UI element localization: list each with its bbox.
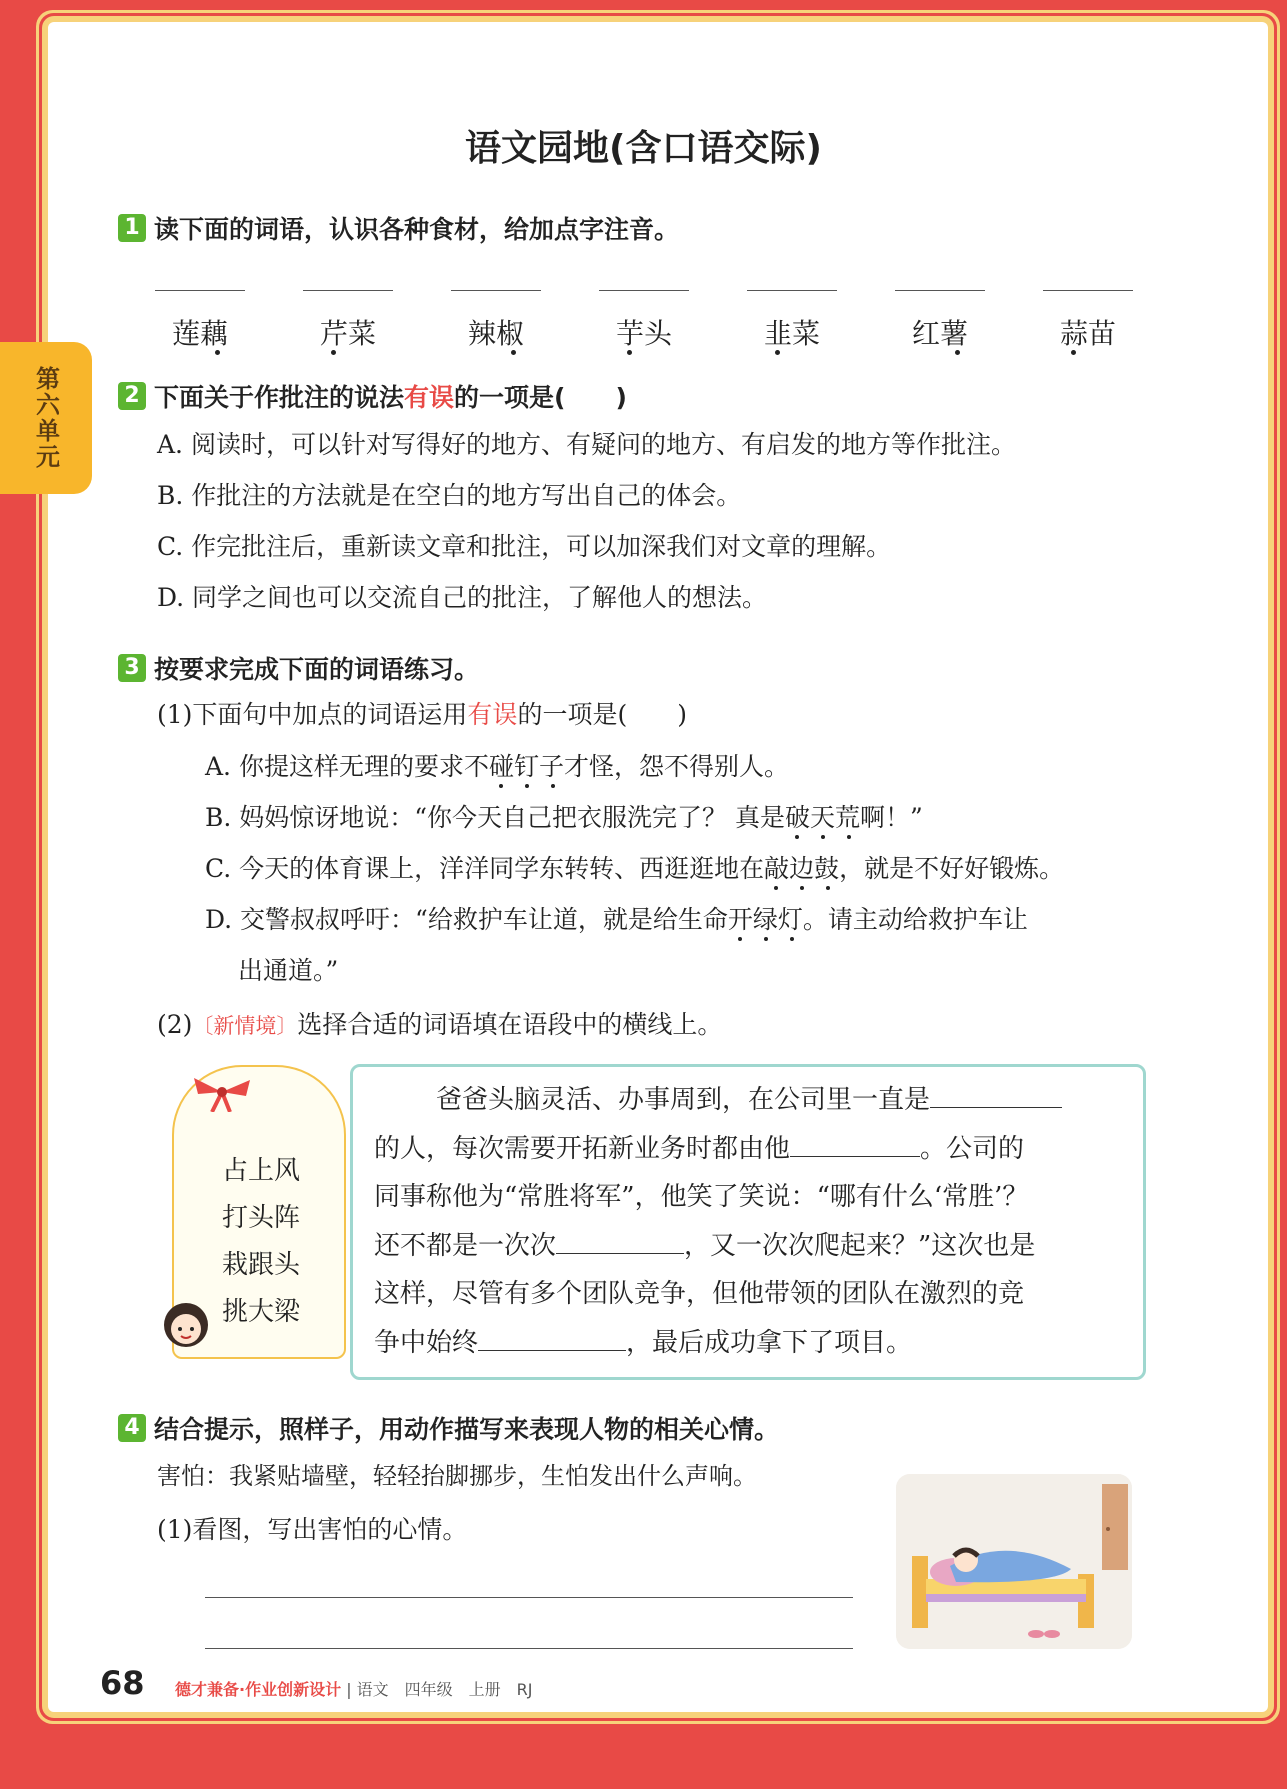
page-title: 语文园地(含口语交际) — [465, 128, 822, 169]
sub-prompt: (1)下面句中加点的词语运用 — [157, 700, 468, 729]
book-meta: 语文 四年级 上册 RJ — [356, 1680, 533, 1699]
option-text: 啊！” — [860, 803, 923, 832]
sub1-option-d — [205, 905, 1028, 935]
answer-blank[interactable] — [790, 1155, 920, 1157]
fill-in-passage — [374, 1076, 1134, 1367]
option-b: B. 作批注的方法就是在空白的地方写出自己的体会。 — [157, 481, 742, 510]
question-number-badge: 1 — [118, 214, 146, 242]
book-series: 德才兼备·作业创新设计 — [175, 1680, 342, 1699]
answer-blank[interactable] — [930, 1106, 1062, 1108]
option-a: A. 阅读时，可以针对写得好的地方、有疑问的地方、有启发的地方等作批注。 — [157, 430, 1016, 459]
option-text: 。请主动给救护车让 — [802, 905, 1028, 934]
emphasis-dot — [215, 350, 220, 355]
answer-line[interactable] — [205, 1597, 853, 1598]
sub1-option-d-cont: 出通道。” — [238, 956, 339, 985]
vocab-word: 芹菜 — [319, 317, 376, 350]
vocab-word: 红薯 — [911, 317, 968, 350]
sub-question-2 — [157, 1010, 722, 1040]
answer-line[interactable] — [205, 1648, 853, 1649]
emphasized-phrase — [785, 803, 860, 832]
passage-text: ，又一次次爬起来？”这次也是 — [684, 1230, 1036, 1261]
option-text: A. 你提这样无理的要求不 — [205, 752, 489, 781]
passage-line — [374, 1076, 1134, 1125]
vocab-word: 芋头 — [615, 317, 672, 350]
question-2-header — [118, 378, 627, 414]
pinyin-answer-line[interactable] — [1043, 290, 1133, 291]
sub1-option-c — [205, 854, 1064, 884]
passage-line: 这样，尽管有多个团队竞争，但他带领的团队在激烈的竞 — [374, 1279, 1025, 1309]
girl-illustration-icon — [155, 1295, 217, 1357]
pinyin-answer-line[interactable] — [451, 290, 541, 291]
word-bank-item: 打头阵 — [222, 1203, 301, 1233]
question-number-badge: 4 — [118, 1414, 146, 1442]
unit-label: 第六单元 — [31, 366, 60, 470]
option-text: D. 交警叔叔呼吁：“给救护车让道，就是给生命 — [205, 905, 728, 934]
highlight-text: 有误 — [404, 383, 455, 412]
word-bank-list — [222, 1148, 300, 1336]
emphasis-dot — [1071, 350, 1076, 355]
answer-paren[interactable]: 的一项是( ) — [517, 700, 687, 729]
option-text: B. 妈妈惊讶地说：“你今天自己把衣服洗完了？ 真是 — [205, 803, 785, 832]
emphasis-dot — [955, 350, 960, 355]
question-2-prompt[interactable] — [154, 378, 627, 414]
emphasized-text: 敲边鼓 — [764, 854, 840, 883]
unit-side-tab — [0, 342, 92, 494]
answer-blank[interactable] — [478, 1349, 626, 1351]
vocab-row — [155, 290, 1135, 360]
option-text: C. 今天的体育课上，洋洋同学东转转、西逛逛地在 — [205, 854, 765, 883]
new-context-tag: 〔新情境〕 — [192, 1014, 298, 1038]
vocab-word: 莲藕 — [171, 317, 228, 350]
pinyin-answer-line[interactable] — [599, 290, 689, 291]
question-1-header — [118, 210, 679, 246]
option-d: D. 同学之间也可以交流自己的批注，了解他人的想法。 — [157, 583, 768, 612]
emphasis-dot — [627, 350, 632, 355]
vocab-word: 辣椒 — [467, 317, 524, 350]
passage-text: 争中始终 — [374, 1327, 479, 1358]
vocab-word: 韭菜 — [763, 317, 820, 350]
page-number: 68 — [100, 1664, 145, 1702]
emphasized-text: 碰钉子 — [488, 752, 564, 781]
passage-text: 。公司的 — [920, 1133, 1025, 1164]
word-bank-item: 栽跟头 — [222, 1250, 301, 1280]
example-sentence: 害怕：我紧贴墙壁，轻轻抬脚挪步，生怕发出什么声响。 — [157, 1462, 757, 1490]
passage-line — [374, 1319, 1134, 1368]
emphasized-text: 破天荒 — [785, 803, 861, 832]
emphasis-dot — [511, 350, 516, 355]
question-number-badge: 3 — [118, 654, 146, 682]
option-text: 才怪，怨不得别人。 — [563, 752, 789, 781]
scared-child-bed-illustration — [896, 1474, 1132, 1649]
pinyin-answer-line[interactable] — [895, 290, 985, 291]
sub-question-1[interactable] — [157, 700, 687, 730]
question-3-prompt: 按要求完成下面的词语练习。 — [154, 655, 480, 684]
passage-line — [374, 1125, 1134, 1174]
emphasized-phrase — [764, 854, 839, 883]
pinyin-answer-line[interactable] — [747, 290, 837, 291]
question-1-prompt: 读下面的词语，认识各种食材，给加点字注音。 — [154, 215, 680, 244]
passage-line: 同事称他为“常胜将军”，他笑了笑说：“哪有什么‘常胜’？ — [374, 1182, 1029, 1212]
question-number-badge: 2 — [118, 382, 146, 410]
sub-number: (2) — [157, 1010, 193, 1039]
passage-text: 还不都是一次次 — [374, 1230, 557, 1261]
question-3-header — [118, 650, 479, 686]
passage-line — [374, 1222, 1134, 1271]
prompt-text-answer-paren[interactable]: 的一项是( ) — [454, 383, 627, 412]
emphasized-text: 开绿灯 — [727, 905, 803, 934]
question-4-header — [118, 1410, 779, 1446]
emphasis-dot — [331, 350, 336, 355]
ribbon-bow-icon — [188, 1072, 256, 1112]
question-4-prompt: 结合提示，照样子，用动作描写来表现人物的相关心情。 — [154, 1415, 780, 1444]
passage-text: 的人，每次需要开拓新业务时都由他 — [374, 1133, 791, 1164]
vocab-word: 蒜苗 — [1059, 317, 1116, 350]
option-text: ，就是不好好锻炼。 — [839, 854, 1065, 883]
sub-question-1: (1)看图，写出害怕的心情。 — [157, 1515, 468, 1544]
pinyin-answer-line[interactable] — [303, 290, 393, 291]
emphasis-dot — [775, 350, 780, 355]
word-bank-item: 占上风 — [222, 1156, 301, 1186]
pinyin-answer-line[interactable] — [155, 290, 245, 291]
book-info: 德才兼备·作业创新设计 | 语文 四年级 上册 RJ — [175, 1680, 533, 1699]
passage-text: ，最后成功拿下了项目。 — [626, 1327, 913, 1358]
answer-blank[interactable] — [556, 1252, 684, 1254]
word-bank-item: 挑大梁 — [222, 1297, 301, 1327]
option-c: C. 作完批注后，重新读文章和批注，可以加深我们对文章的理解。 — [157, 532, 892, 561]
emphasized-phrase — [489, 752, 564, 781]
emphasized-phrase — [728, 905, 803, 934]
prompt-text: 下面关于作批注的说法 — [154, 383, 405, 412]
sub1-option-b — [205, 803, 923, 833]
highlight-text: 有误 — [467, 700, 518, 729]
sub1-option-a — [205, 752, 789, 782]
sub-prompt: 选择合适的词语填在语段中的横线上。 — [297, 1010, 723, 1039]
passage-text: 爸爸头脑灵活、办事周到，在公司里一直是 — [436, 1085, 931, 1115]
